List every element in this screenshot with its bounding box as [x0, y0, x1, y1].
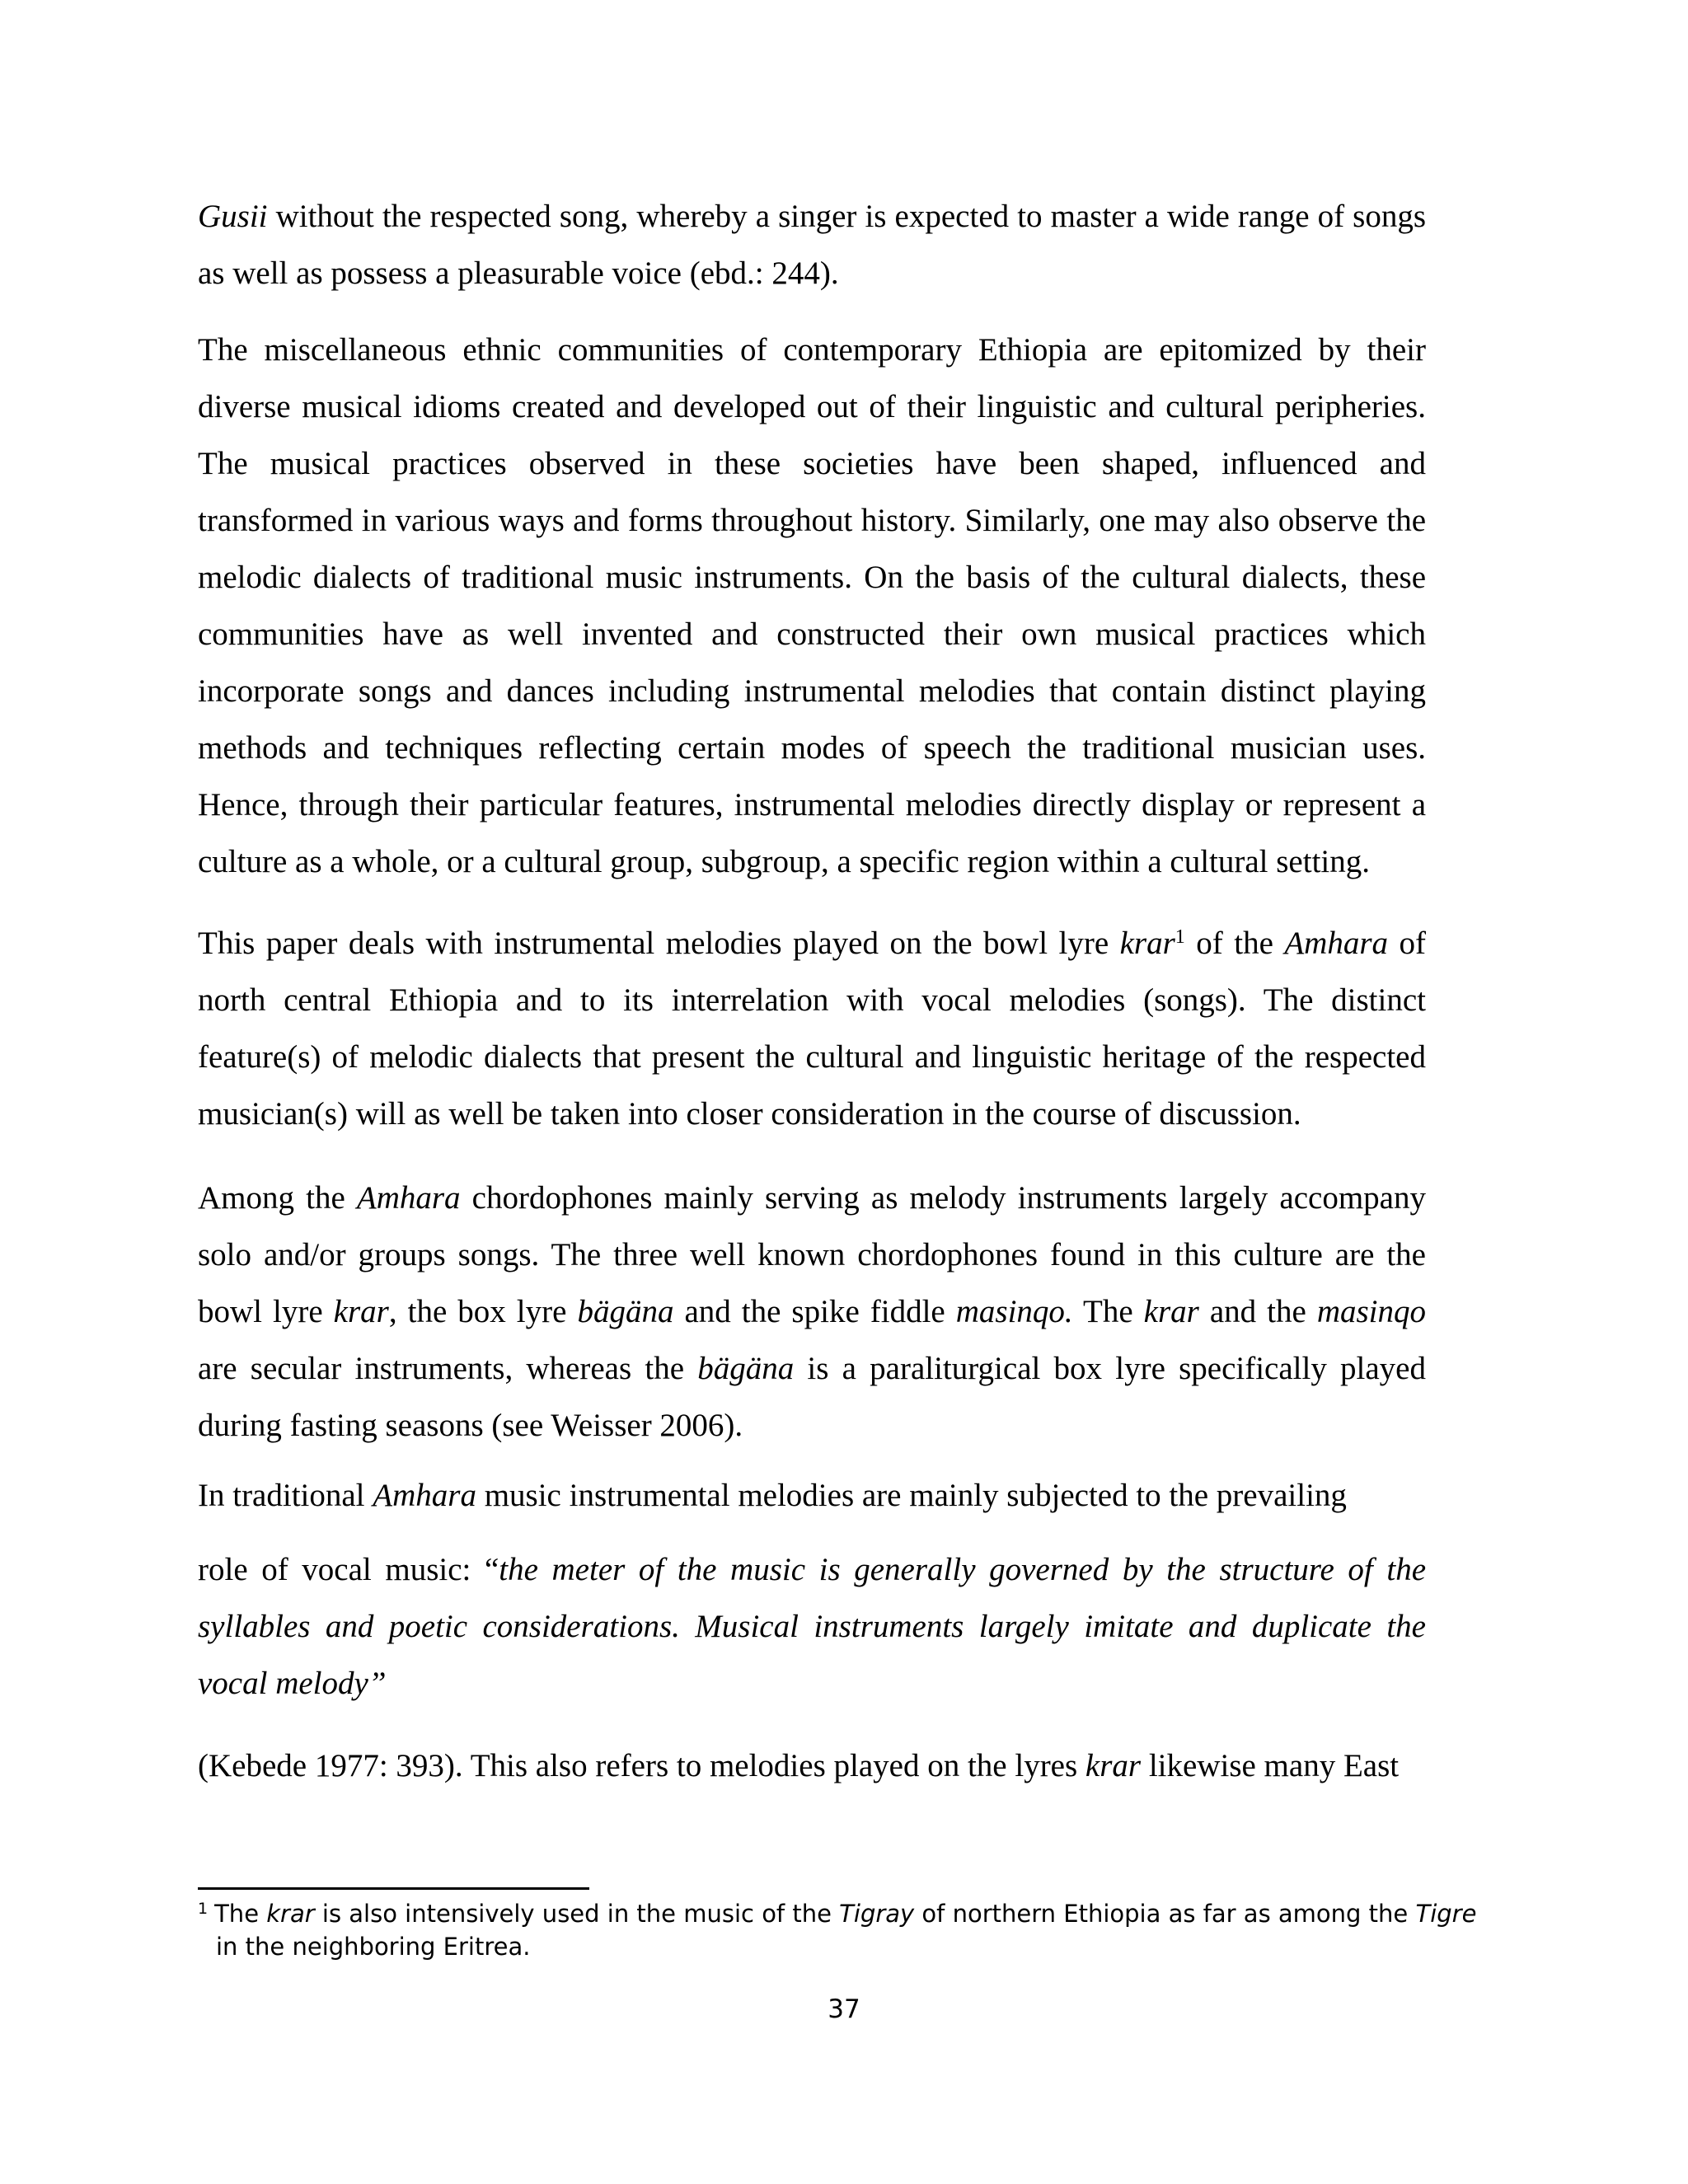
term-krar: krar [333, 1294, 389, 1329]
footnote-mark: 1 [198, 1899, 209, 1918]
paragraph-text: and the [1198, 1294, 1317, 1329]
term-krar: krar [1085, 1748, 1142, 1783]
paragraph-text: without the respected song, whereby a singer is expected to master a wide range of songs as well as possess a pleasurable voice (ebd.: 244). [198, 199, 1426, 291]
term-krar: krar [1119, 926, 1175, 961]
paragraph-kebede-citation [198, 1737, 1426, 1794]
term-amhara: Amhara [1284, 926, 1389, 961]
paragraph-text: In traditional [198, 1478, 373, 1513]
paragraph-quotation [198, 1541, 1426, 1712]
term-amhara: Amhara [356, 1180, 461, 1216]
term-bagana: bägäna [577, 1294, 674, 1329]
paragraph-text: (Kebede 1977: 393). This also refers to melodies played on the lyres [198, 1748, 1085, 1783]
footnote-reference[interactable]: 1 [1175, 926, 1185, 948]
footnote [198, 1897, 1484, 1963]
page-number: 37 [828, 1994, 860, 2024]
paragraph-text: chordophones mainly serving as melody instruments largely accompany solo and/or groups songs. The three well known chordophones found in this culture are the bowl lyre [198, 1180, 1426, 1329]
paragraph-text: and the spike fiddle [673, 1294, 956, 1329]
term-masinqo: masinqo [1316, 1294, 1427, 1329]
paragraph-text: Among the [198, 1180, 357, 1216]
term-gusii: Gusii [198, 199, 268, 234]
paragraph-chordophones [198, 1169, 1426, 1454]
term-tigray: Tigray [839, 1900, 915, 1928]
paragraph-text: is a paraliturgical box lyre specifically played during fasting seasons (see Weisser 2006). [198, 1351, 1426, 1443]
paragraph-gusii-continuation [198, 188, 1426, 302]
term-krar: krar [1143, 1294, 1199, 1329]
footnote-text: is also intensively used in the music of the [314, 1900, 840, 1928]
paragraph-text: of north central Ethiopia and to its interrelation with vocal melodies (songs). The distinct feature(s) of melodic dialects that present the cultural and linguistic heritage of the respected musician(s) will as well be taken into closer consideration in the course of discussion. [198, 926, 1426, 1132]
paragraph-text: likewise many East [1141, 1748, 1400, 1783]
paragraph-text: music instrumental melodies are mainly subjected to the prevailing [476, 1478, 1347, 1513]
footnote-separator [198, 1887, 589, 1890]
term-tigre: Tigre [1415, 1900, 1477, 1928]
footnote-text: of northern Ethiopia as far as among the [914, 1900, 1416, 1928]
paragraph-text: The [1072, 1294, 1144, 1329]
footnote-text: in the neighboring Eritrea. [216, 1933, 531, 1961]
paragraph-ethiopia-communities [198, 321, 1426, 890]
paragraph-paper-scope [198, 915, 1426, 1142]
term-amhara: Amhara [373, 1478, 476, 1513]
paragraph-text: The miscellaneous ethnic communities of contemporary Ethiopia are epitomized by their diverse musical idioms created and developed out of their linguistic and cultural peripheries. The musical practices observed in these societies have been shaped, influenced and transformed in various ways and forms throughout history. Similarly, one may also observe the melodic dialects of traditional music instruments. On the basis of the cultural dialects, these communities have as well invented and constructed their own musical practices which incorporate songs and dances including instrumental melodies that contain distinct playing methods and techniques reflecting certain modes of speech the traditional musician uses. Hence, through their particular features, instrumental melodies directly display or represent a culture as a whole, or a cultural group, subgroup, a specific region within a cultural setting. [198, 332, 1426, 879]
term-bagana: bägäna [697, 1351, 795, 1386]
paragraph-text: of the [1184, 926, 1285, 961]
term-krar: krar [266, 1900, 315, 1928]
footnote-text: The [214, 1900, 267, 1928]
paragraph-text: role of vocal music: “ [198, 1552, 499, 1587]
quotation-text: the meter of the music is generally governed by the structure of the syllables and poetic considerations. Musical instruments largely imitate and duplicate the vocal melody” [198, 1552, 1427, 1701]
paragraph-traditional-amhara [198, 1467, 1426, 1524]
paragraph-text: This paper deals with instrumental melodies played on the bowl lyre [198, 926, 1120, 961]
paragraph-text: , the box lyre [388, 1294, 578, 1329]
term-masinqo: masinqo. [955, 1294, 1073, 1329]
paragraph-text: are secular instruments, whereas the [198, 1351, 698, 1386]
